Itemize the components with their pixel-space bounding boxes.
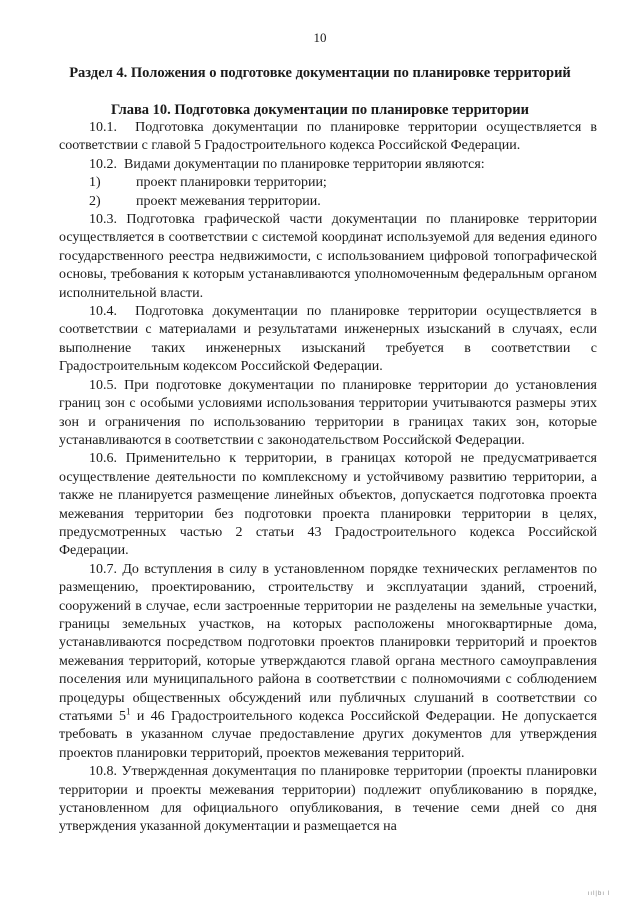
paragraph-number: 10.2.: [89, 156, 117, 172]
paragraph-text: Подготовка документации по планировке территории осуществляется в соответствии с главой 5 Градостроительного кодекса Российской Федерации.: [59, 120, 597, 154]
list-text: проект планировки территории;: [136, 175, 327, 191]
paragraph-number: 10.5.: [89, 377, 117, 393]
paragraph-number: 10.7.: [89, 561, 117, 577]
paragraph-10-5: [59, 377, 597, 451]
list-text: проект межевания территории.: [136, 193, 321, 209]
paragraph-number: 10.4.: [89, 304, 117, 320]
paragraph-10-8: [59, 763, 597, 837]
footer-mark: ııl|bı l: [587, 891, 610, 897]
list-item-1: [59, 174, 597, 192]
paragraph-number: 10.3.: [89, 212, 117, 228]
paragraph-10-4: [59, 303, 597, 377]
paragraph-10-3: [59, 211, 597, 303]
page-number: 10: [313, 30, 327, 45]
superscript: 1: [126, 706, 131, 717]
paragraph-10-2: [59, 156, 597, 174]
paragraph-text-continued: и 46 Градостроительного кодекса Российской Федерации. Не допускается требовать в указанном случае предоставление других документов для утверждения проектов планировки территорий, проектов межевания территорий.: [59, 709, 597, 761]
paragraph-text: Утвержденная документация по планировке территории (проекты планировки территории и проекты межевания территории) подлежит опубликованию в порядке, установленном для официального опубликования, в течение семи дней со дня утверждения указанной документации и размещается на: [59, 764, 598, 835]
paragraph-text: Подготовка графической части документации по планировке территории осуществляется в соответствии с системой координат используемой для ведения единого государственного реестра недвижимости, с использованием цифровой топографической основы, требования к которым устанавливаются уполномоченным федеральным органом исполнительной власти.: [59, 212, 598, 301]
chapter-heading: Глава 10. Подготовка документации по планировке территории: [110, 102, 530, 118]
paragraph-10-7: [59, 561, 597, 763]
paragraph-10-1: [59, 119, 597, 156]
list-item-2: [59, 193, 597, 211]
section-heading: Раздел 4. Положения о подготовке документации по планировке территорий: [69, 65, 571, 81]
paragraph-number: 10.1.: [89, 120, 117, 135]
paragraph-number: 10.6.: [89, 451, 117, 467]
paragraph-text: Видами документации по планировке территории являются:: [124, 156, 485, 172]
paragraph-text: Применительно к территории, в границах которой не предусматривается осуществление деятельности по комплексному и устойчивому развитию территории, а также не планируется размещение линейных объектов, допускается подготовка проекта межевания территории без подготовки проекта планировки территории в целях, предусмотренных частью 2 статьи 43 Градостроительного кодекса Российской Федерации.: [59, 451, 597, 559]
list-number: 1): [89, 175, 101, 191]
paragraph-number: 10.8.: [89, 764, 117, 780]
paragraph-text: Подготовка документации по планировке территории осуществляется в соответствии с материалами и результатами инженерных изысканий в случаях, если выполнение таких инженерных изысканий требуется в соответствии с Градостроительным кодексом Российской Федерации.: [59, 304, 597, 375]
paragraph-text: До вступления в силу в установленном порядке технических регламентов по размещению, проектированию, строительству и эксплуатации зданий, строений, сооружений в случае, если застроенные территории не разделены на земельные участки, границы земельных участков, на которых расположены многоквартирные дома, устанавливаются посредством подготовки проектов планировки территорий и проектов межевания территорий, которые утверждаются главой органа местного самоуправления поселения или муниципального района в соответствии с полномочиями с соблюдением процедуры общественных обсуждений или публичных слушаний в соответствии со статьями 5: [59, 561, 598, 724]
list-number: 2): [89, 193, 101, 209]
paragraph-10-6: [59, 450, 597, 560]
paragraph-text: При подготовке документации по планировке территории до установления границ зон с особыми условиями использования территории учитываются размеры этих зон и ограничения по использованию территории в границах таких зон, которые устанавливаются в соответствии с законодательством Российской Федерации.: [59, 377, 597, 448]
document-body: [59, 119, 597, 837]
